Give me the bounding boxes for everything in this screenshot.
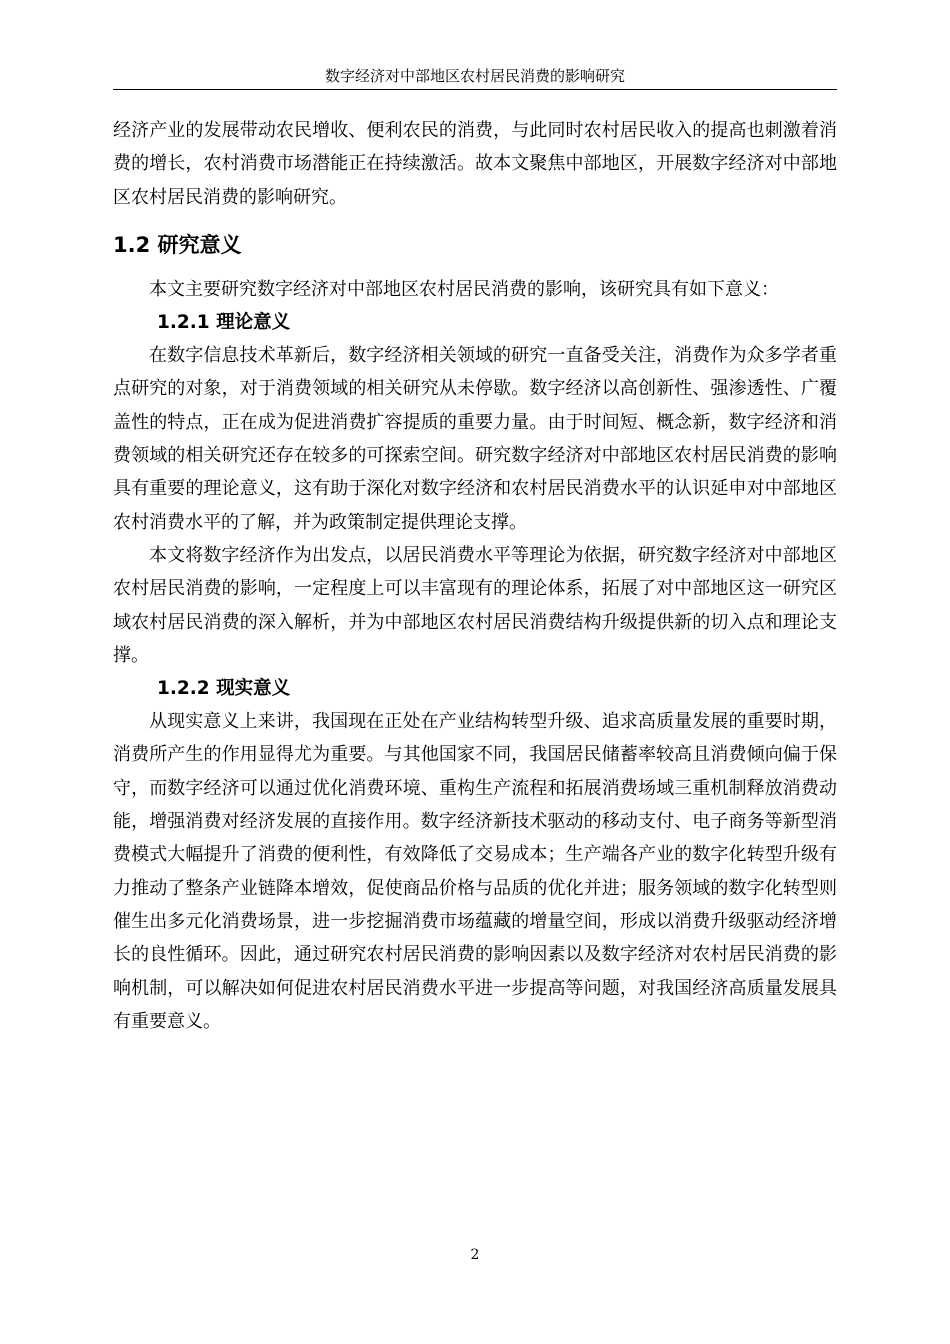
header-divider [113, 89, 837, 90]
page-body [113, 114, 837, 1038]
section-heading-1-2: 1.2 研究意义 [113, 232, 242, 257]
theory-significance-paragraph-2: 本文将数字经济作为出发点，以居民消费水平等理论为依据，研究数字经济对中部地区农村居民消费的影响，一定程度上可以丰富现有的理论体系，拓展了对中部地区这一研究区域农村居民消费的深入解析，并为中部地区农村居民消费结构升级提供新的切入点和理论支撑。 [113, 544, 837, 666]
page-number: 2 [470, 1247, 480, 1263]
section-1-2-lead-paragraph: 本文主要研究数字经济对中部地区农村居民消费的影响，该研究具有如下意义： [149, 278, 779, 300]
subsection-heading-1-2-2: 1.2.2 现实意义 [157, 678, 291, 700]
intro-paragraph: 经济产业的发展带动农民增收、便利农民的消费，与此同时农村居民收入的提高也刺激着消费的增长，农村消费市场潜能正在持续激活。故本文聚焦中部地区，开展数字经济对中部地区农村居民消费的影响研究。 [113, 120, 837, 208]
theory-significance-paragraph-1: 在数字信息技术革新后，数字经济相关领域的研究一直备受关注，消费作为众多学者重点研究的对象，对于消费领域的相关研究从未停歇。数字经济以高创新性、强渗透性、广覆盖性的特点，正在成为促进消费扩容提质的重要力量。由于时间短、概念新，数字经济和消费领域的相关研究还存在较多的可探索空间。研究数字经济对中部地区农村居民消费的影响具有重要的理论意义，这有助于深化对数字经济和农村居民消费水平的认识延申对中部地区农村消费水平的了解，并为政策制定提供理论支撑。 [113, 345, 837, 533]
running-header-title: 数字经济对中部地区农村居民消费的影响研究 [324, 67, 625, 85]
subsection-heading-1-2-1: 1.2.1 理论意义 [157, 312, 291, 334]
practical-significance-paragraph: 从现实意义上来讲，我国现在正处在产业结构转型升级、追求高质量发展的重要时期，消费所产生的作用显得尤为重要。与其他国家不同，我国居民储蓄率较高且消费倾向偏于保守，而数字经济可以通过优化消费环境、重构生产流程和拓展消费场域三重机制释放消费动能，增强消费对经济发展的直接作用。数字经济新技术驱动的移动支付、电子商务等新型消费模式大幅提升了消费的便利性，有效降低了交易成本；生产端各产业的数字化转型升级有力推动了整条产业链降本增效，促使商品价格与品质的优化并进；服务领域的数字化转型则催生出多元化消费场景，进一步挖掘消费市场蕴藏的增量空间，形成以消费升级驱动经济增长的良性循环。因此，通过研究农村居民消费的影响因素以及数字经济对农村居民消费的影响机制，可以解决如何促进农村居民消费水平进一步提高等问题，对我国经济高质量发展具有重要意义。 [113, 711, 837, 1032]
